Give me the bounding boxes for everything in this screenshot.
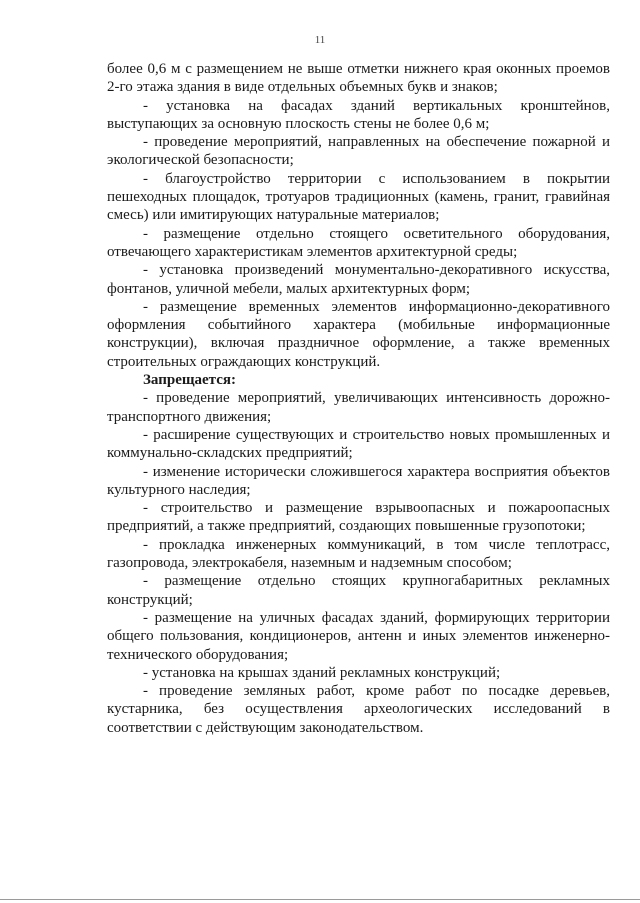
paragraph: - размещение отдельно стоящих крупногабаритных рекламных конструкций; <box>107 573 610 608</box>
paragraph: - размещение отдельно стоящего осветительного оборудования, отвечающего характеристикам элементов архитектурной среды; <box>107 225 610 260</box>
paragraph: - благоустройство территории с использованием в покрытии пешеходных площадок, тротуаров традиционных (камень, гранит, гравийная смесь) или имитирующих натуральные материалов; <box>107 170 610 224</box>
paragraph: - прокладка инженерных коммуникаций, в том числе теплотрасс, газопровода, электрокабеля, наземным и надземным способом; <box>107 536 610 572</box>
paragraph: - размещение временных элементов информационно-декоративного оформления событийного характера (мобильные информационные конструкции), включая праздничное оформление, а также временных строительных ограждающих конструкций. <box>107 298 610 370</box>
paragraph: - проведение земляных работ, кроме работ по посадке деревьев, кустарника, без осуществления археологических исследований в соответствии с действующим законодательством. <box>107 683 610 736</box>
paragraph: - изменение исторически сложившегося характера восприятия объектов культурного наследия; <box>107 463 610 498</box>
paragraph: - размещение на уличных фасадах зданий, формирующих территории общего пользования, кондиционеров, антенн и иных элементов инженерно-технического оборудования; <box>107 609 610 663</box>
scan-edge-line <box>0 899 640 900</box>
paragraph: - расширение существующих и строительство новых промышленных и коммунально-складских предприятий; <box>107 426 610 462</box>
page-number: 11 <box>314 34 326 46</box>
paragraph: более 0,6 м с размещением не выше отметки нижнего края оконных проемов 2-го этажа здания в виде отдельных объемных букв и знаков; <box>107 61 610 96</box>
document-body <box>107 60 610 737</box>
paragraph: - установка на фасадах зданий вертикальных кронштейнов, выступающих за основную плоскость стены не более 0,6 м; <box>107 97 610 132</box>
paragraph: - установка на крышах зданий рекламных конструкций; <box>143 664 501 681</box>
section-heading: Запрещается: <box>143 372 237 389</box>
paragraph: - проведение мероприятий, направленных на обеспечение пожарной и экологической безопасности; <box>107 134 610 169</box>
paragraph: - проведение мероприятий, увеличивающих интенсивность дорожно-транспортного движения; <box>107 390 610 425</box>
paragraph: - строительство и размещение взрывоопасных и пожароопасных предприятий, а также предприятий, создающих повышенные грузопотоки; <box>107 500 610 535</box>
paragraph: - установка произведений монументально-декоративного искусства, фонтанов, уличной мебели, малых архитектурных форм; <box>107 262 610 297</box>
